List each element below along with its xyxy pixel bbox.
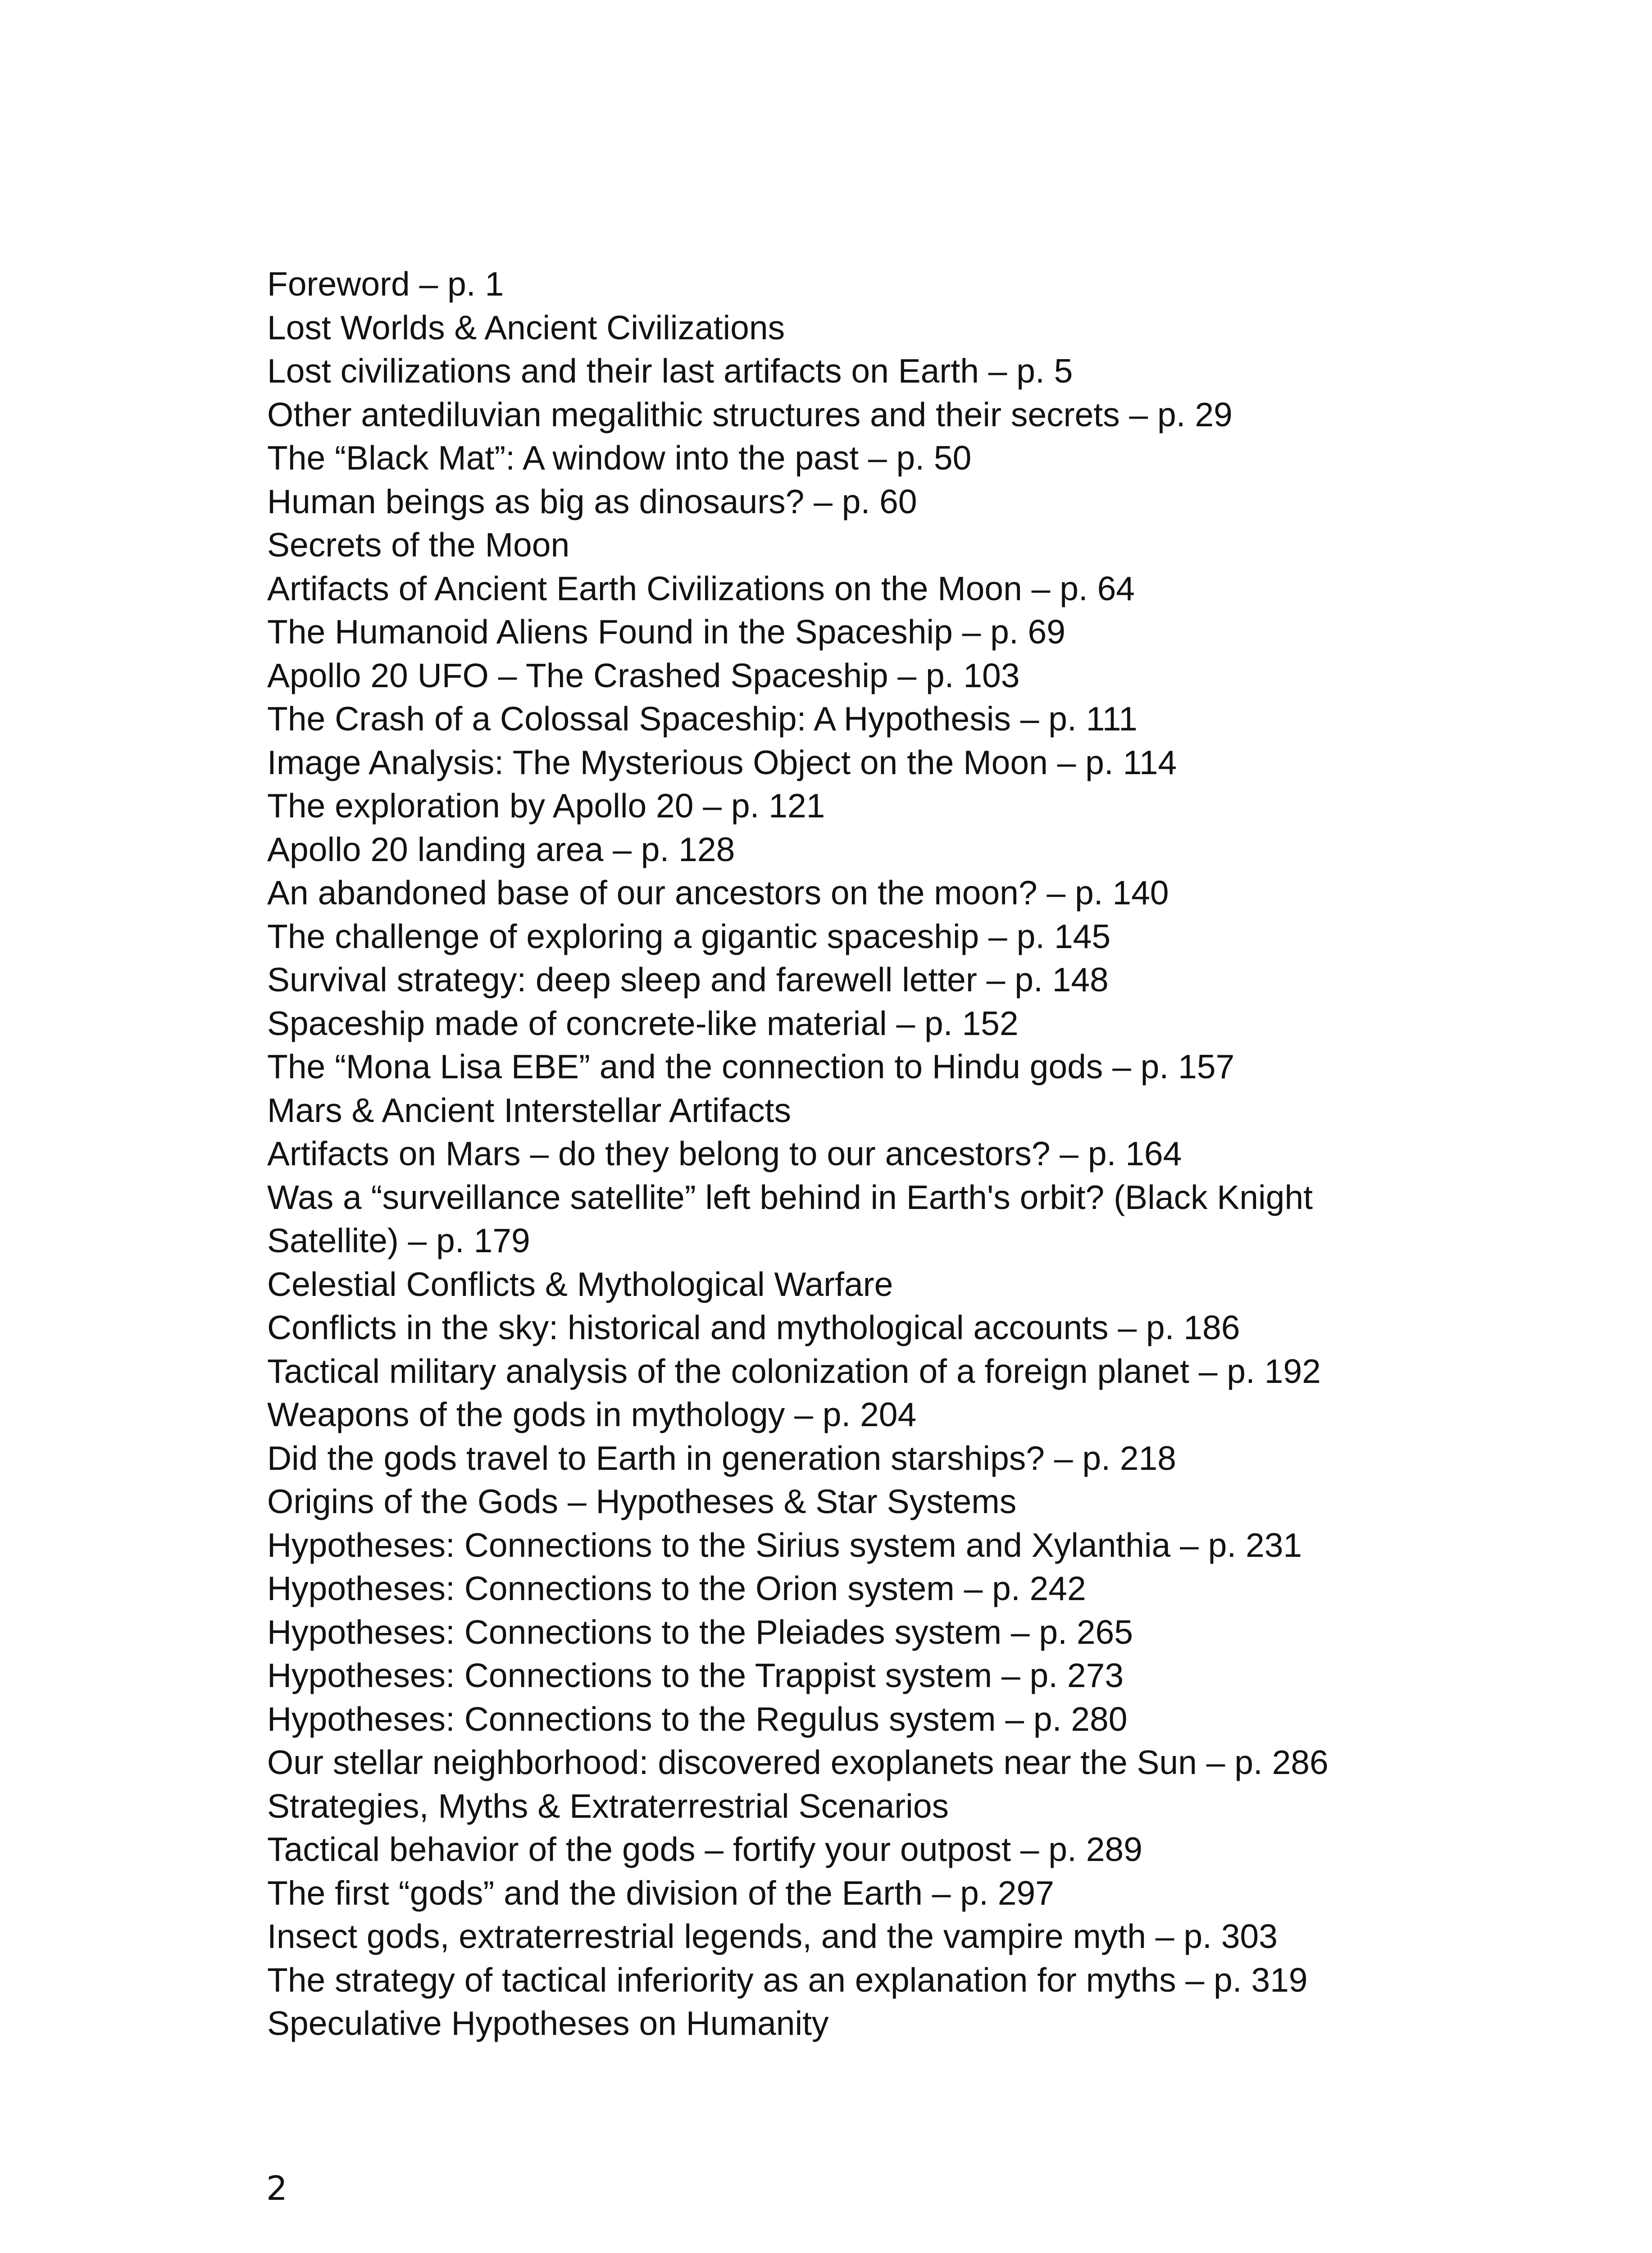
toc-entry: Human beings as big as dinosaurs? – p. 60 (267, 482, 917, 520)
toc-entry: Spaceship made of concrete-like material – p. 152 (267, 1004, 1019, 1042)
toc-entry: The Humanoid Aliens Found in the Spaceship – p. 69 (267, 613, 1065, 651)
toc-section-heading: Lost Worlds & Ancient Civilizations (267, 308, 785, 347)
toc-entry: The “Mona Lisa EBE” and the connection to Hindu gods – p. 157 (267, 1048, 1235, 1085)
toc-entry: Conflicts in the sky: historical and mythological accounts – p. 186 (267, 1309, 1240, 1346)
toc-entry: Tactical behavior of the gods – fortify your outpost – p. 289 (267, 1830, 1142, 1868)
toc-entry: The “Black Mat”: A window into the past – p. 50 (267, 439, 972, 477)
toc-section-heading: Secrets of the Moon (267, 526, 570, 564)
toc-entry: Was a “surveillance satellite” left behind in Earth's orbit? (Black Knight Satellite) – p. 179 (267, 1178, 1313, 1259)
toc-entry: The first “gods” and the division of the Earth – p. 297 (267, 1874, 1054, 1912)
toc-entry: Survival strategy: deep sleep and farewell letter – p. 148 (267, 961, 1109, 999)
toc-entry: Hypotheses: Connections to the Regulus system – p. 280 (267, 1700, 1128, 1738)
toc-entry: Artifacts of Ancient Earth Civilizations on the Moon – p. 64 (267, 569, 1135, 607)
toc-section-heading: Strategies, Myths & Extraterrestrial Scenarios (267, 1787, 949, 1825)
toc-entry: Hypotheses: Connections to the Trappist system – p. 273 (267, 1656, 1124, 1694)
toc-section-heading: Origins of the Gods – Hypotheses & Star Systems (267, 1482, 1017, 1520)
page-number: 2 (266, 2169, 288, 2208)
toc-entry: Hypotheses: Connections to the Sirius system and Xylanthia – p. 231 (267, 1526, 1302, 1564)
toc-entry: Apollo 20 landing area – p. 128 (267, 830, 735, 868)
toc-entry: Insect gods, extraterrestrial legends, and the vampire myth – p. 303 (267, 1917, 1278, 1955)
toc-entry: Hypotheses: Connections to the Orion system – p. 242 (267, 1569, 1086, 1607)
toc-entry: The exploration by Apollo 20 – p. 121 (267, 787, 825, 825)
toc-entry: Foreword – p. 1 (267, 265, 504, 303)
toc-entry: An abandoned base of our ancestors on the moon? – p. 140 (267, 874, 1169, 912)
toc-entry: Hypotheses: Connections to the Pleiades system – p. 265 (267, 1613, 1133, 1651)
toc-entry: Did the gods travel to Earth in generation starships? – p. 218 (267, 1439, 1176, 1477)
table-of-contents (267, 262, 1348, 2045)
toc-section-heading: Mars & Ancient Interstellar Artifacts (267, 1091, 791, 1129)
toc-entry: Other antediluvian megalithic structures and their secrets – p. 29 (267, 395, 1233, 433)
toc-entry: Tactical military analysis of the colonization of a foreign planet – p. 192 (267, 1352, 1321, 1390)
toc-entry: The challenge of exploring a gigantic spaceship – p. 145 (267, 917, 1111, 955)
toc-entry: Artifacts on Mars – do they belong to our ancestors? – p. 164 (267, 1135, 1182, 1172)
toc-entry: Our stellar neighborhood: discovered exoplanets near the Sun – p. 286 (267, 1743, 1329, 1781)
toc-entry: Image Analysis: The Mysterious Object on the Moon – p. 114 (267, 743, 1177, 781)
toc-entry: Lost civilizations and their last artifacts on Earth – p. 5 (267, 352, 1073, 390)
toc-entry: Weapons of the gods in mythology – p. 204 (267, 1396, 917, 1433)
toc-section-heading: Speculative Hypotheses on Humanity (267, 2004, 829, 2042)
toc-entry: The Crash of a Colossal Spaceship: A Hypothesis – p. 111 (267, 700, 1138, 738)
toc-section-heading: Celestial Conflicts & Mythological Warfare (267, 1265, 893, 1303)
toc-entry: The strategy of tactical inferiority as an explanation for myths – p. 319 (267, 1961, 1308, 1999)
toc-entry: Apollo 20 UFO – The Crashed Spaceship – p. 103 (267, 656, 1020, 694)
